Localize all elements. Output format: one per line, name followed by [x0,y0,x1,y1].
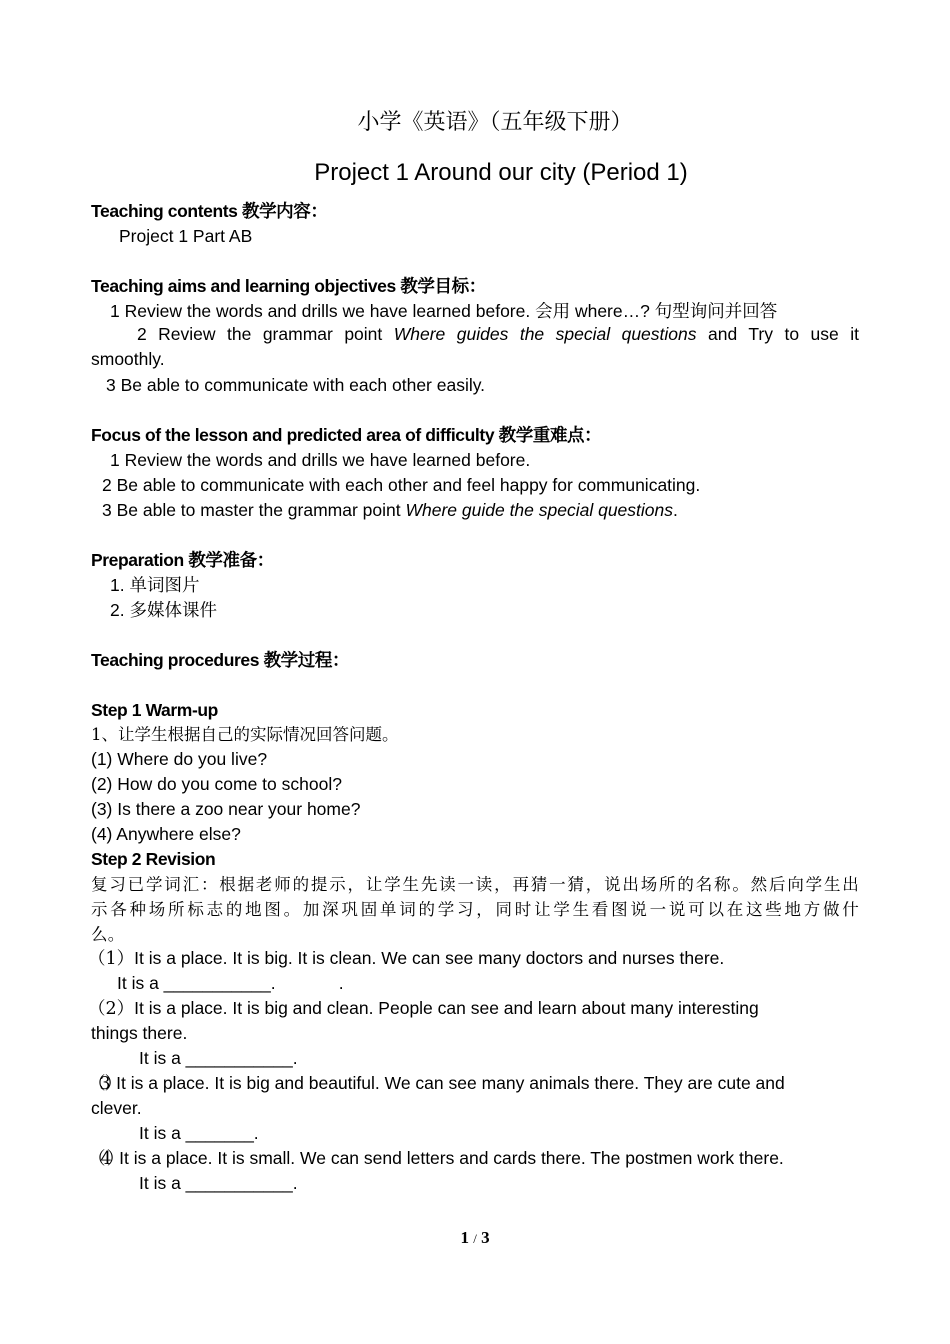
riddle-4-answer: It is a ___________. [139,1173,298,1193]
riddle-2-answer: It is a ___________. [139,1048,298,1068]
step-2-paragraph [91,872,859,947]
step-1-heading: Step 1 Warm-up [91,700,218,720]
page-current: 1 [460,1228,469,1247]
section-heading-focus [91,424,601,447]
aims-item-1-en: 1 Review the words and drills we have learned before. [110,301,536,321]
riddle-2-text: It is a place. It is big and clean. People can see and learn about many interesting [134,998,759,1018]
riddle-1-answer: It is a ___________. . [117,973,344,993]
step-1-question-4: (4) Anywhere else? [91,824,241,844]
riddle-3 [88,1072,785,1095]
riddle-2-continuation: things there. [91,1023,188,1043]
contents-item: Project 1 Part AB [119,226,253,246]
aims-item-2-text-a: 2 Review the grammar point [136,324,394,344]
heading-cn: 教学目标： [400,277,486,297]
riddle-3-continuation: clever. [91,1098,142,1118]
aims-item-2-text-b: and Try to use it [696,324,859,344]
riddle-4 [88,1147,784,1170]
section-heading-teaching-contents [91,200,327,223]
step-2-heading: Step 2 Revision [91,849,216,869]
riddle-3-answer: It is a _______. [139,1123,259,1143]
section-heading-preparation [91,549,274,572]
riddle-2 [88,997,759,1020]
preparation-item-2 [110,599,217,622]
aims-item-1 [110,300,777,323]
focus-item-3-text: 3 Be able to master the grammar point [102,500,406,520]
aims-item-1-cn-b: 句型询问并回答 [654,302,778,322]
focus-item-3-period: . [673,500,678,520]
heading-en: Teaching contents [91,201,238,221]
step-1-intro: 1、让学生根据自己的实际情况回答问题。 [91,725,399,744]
step-1-question-2: (2) How do you come to school? [91,774,342,794]
preparation-item-1-num: 1. [110,575,130,595]
focus-item-3-italic: Where guide the special questions [405,500,674,520]
heading-en: Focus of the lesson and predicted area of difficulty [91,425,495,445]
riddle-4-text: It is a place. It is small. We can send letters and cards there. The postmen work there. [119,1148,784,1168]
riddle-1 [88,947,724,970]
preparation-item-2-text: 多媒体课件 [129,601,217,621]
aims-item-2-line-1 [91,322,859,347]
focus-item-1: 1 Review the words and drills we have learned before. [110,450,531,470]
riddle-1-number: （1） [88,949,135,969]
step-2-paragraph-line-3: 么。 [91,925,125,944]
heading-cn: 教学内容： [241,202,328,222]
aims-item-1-mid: where…? [570,301,655,321]
page-separator: / [473,1231,477,1246]
preparation-item-1-text: 单词图片 [129,576,200,596]
focus-item-2: 2 Be able to communicate with each other and feel happy for communicating. [102,475,701,495]
aims-item-1-cn-a: 会用 [535,302,571,322]
preparation-item-2-num: 2. [110,600,130,620]
aims-item-2-line-2: smoothly. [91,349,165,369]
page-total: 3 [481,1228,490,1247]
riddle-1-text: It is a place. It is big. It is clean. We can see many doctors and nurses there. [134,948,725,968]
section-heading-teaching-aims [91,275,486,298]
step-2-paragraph-line-2: 示各种场所标志的地图。加深巩固单词的学习，同时让学生看图说一说可以在这些地方做什 [91,900,859,919]
heading-cn: 教学重难点： [498,426,602,446]
heading-cn: 教学过程： [263,651,350,671]
heading-en: Preparation [91,550,184,570]
heading-en: Teaching aims and learning objectives [91,276,396,296]
aims-item-3: 3 Be able to communicate with each other easily. [106,375,486,395]
document-title-chinese: 小学《英语》（五年级下册） [357,110,633,135]
riddle-2-number: （2） [88,999,135,1019]
preparation-item-1 [110,574,199,597]
aims-item-2-italic: Where guides the special questions [393,324,697,344]
riddle-3-number: （3） [88,1074,117,1094]
focus-item-3 [102,499,678,521]
aims-item-2 [91,322,859,372]
step-1-question-3: (3) Is there a zoo near your home? [91,799,361,819]
riddle-3-text: It is a place. It is big and beautiful. We can see many animals there. They are cute and [116,1073,785,1093]
heading-cn: 教学准备： [188,551,274,571]
step-2-paragraph-line-1: 复习已学词汇：根据老师的提示，让学生先读一读，再猜一猜，说出场所的名称。然后向学生出 [91,875,859,894]
heading-en: Teaching procedures [91,650,260,670]
section-heading-procedures [91,649,349,672]
step-1-question-1: (1) Where do you live? [91,749,268,769]
page-number [0,1228,950,1248]
riddle-4-number: （4） [88,1149,120,1169]
document-title-english: Project 1 Around our city (Period 1) [314,159,688,186]
